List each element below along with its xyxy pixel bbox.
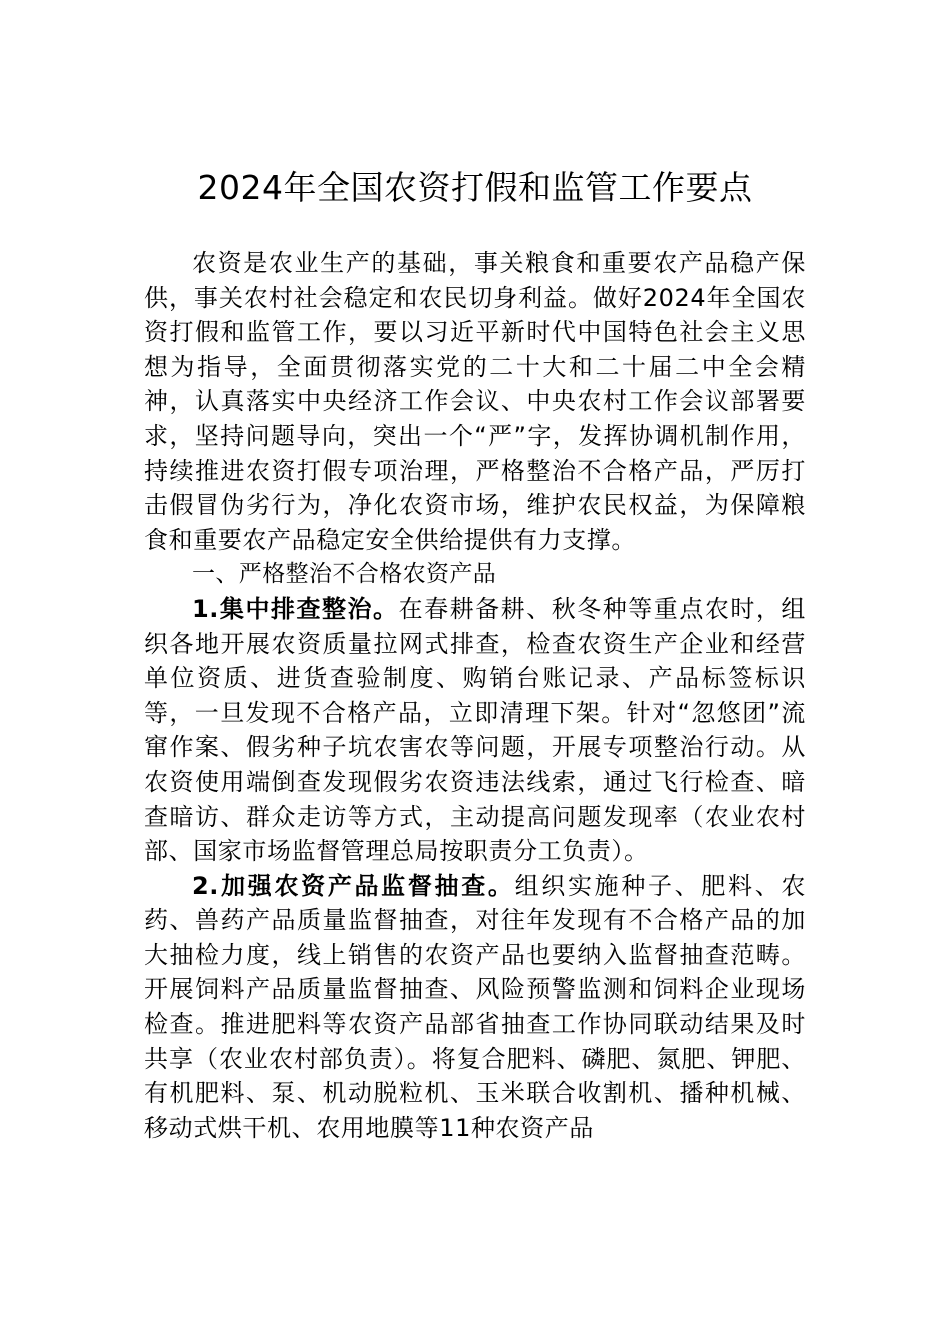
item-body-2: 组织实施种子、肥料、农药、兽药产品质量监督抽查，对往年发现有不合格产品的加大抽检力度，线上销售的农资产品也要纳入监督抽查范畴。开展饲料产品质量监督抽查、风险预警监测和饲料企业现场检查。推进肥料等农资产品部省抽查工作协同联动结果及时共享（农业农村部负责）。将复合肥料、磷肥、氮肥、钾肥、有机肥料、泵、机动脱粒机、玉米联合收割机、播种机械、移动式烘干机、农用地膜等11种农资产品 (144, 871, 806, 1142)
item-body-1: 在春耕备耕、秋冬种等重点农时，组织各地开展农资质量拉网式排查，检查农资生产企业和经营单位资质、进货查验制度、购销台账记录、产品标签标识等，一旦发现不合格产品，立即清理下架。针对“忽悠团”流窜作案、假劣种子坑农害农等问题，开展专项整治行动。从农资使用端倒查发现假劣农资违法线索，通过飞行检查、暗查暗访、群众走访等方式，主动提高问题发现率（农业农村部、国家市场监督管理总局按职责分工负责）。 (144, 594, 807, 866)
item-lead-1: 1.集中排查整治。 (192, 594, 399, 623)
section-heading-1: 一、严格整治不合格农资产品 (192, 561, 497, 588)
document-title: 2024年全国农资打假和监管工作要点 (197, 168, 753, 207)
document-page (144, 160, 806, 1145)
intro-paragraph: 农资是农业生产的基础，事关粮食和重要农产品稳产保供，事关农村社会稳定和农民切身利益。做好2024年全国农资打假和监管工作，要以习近平新时代中国特色社会主义思想为指导，全面贯彻落实党的二十大和二十届二中全会精神，认真落实中央经济工作会议、中央农村工作会议部署要求，坚持问题导向，突出一个“严”字，发挥协调机制作用，持续推进农资打假专项治理，严格整治不合格产品，严厉打击假冒伪劣行为，净化农资市场，维护农民权益，为保障粮食和重要农产品稳定安全供给提供有力支撑。 (144, 249, 806, 554)
item-lead-2: 2.加强农资产品监督抽查。 (192, 871, 515, 900)
item-paragraph-2 (144, 869, 806, 1146)
item-paragraph-1 (144, 592, 806, 869)
